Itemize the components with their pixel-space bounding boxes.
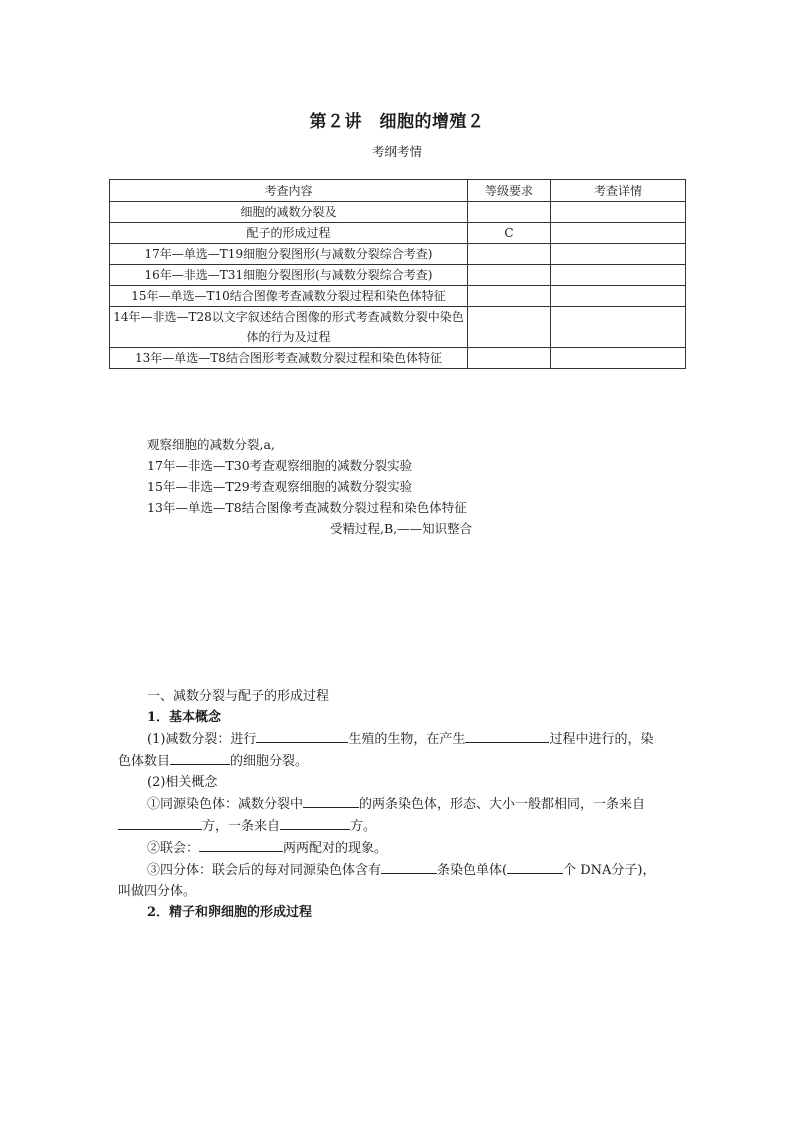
cell-level [468,265,551,286]
paragraph-homologous: ①同源染色体：减数分裂中 的两条染色体，形态、大小一般都相同，一条来自 [118,793,678,815]
paragraph-tetrad: ③四分体：联会后的每对同源染色体含有 条染色单体( 个 DNA分子)， [118,859,678,881]
cell-content: 15年—单选—T10结合图像考查减数分裂过程和染色体特征 [110,286,468,307]
page-title: 第２讲 细胞的增殖２ [309,112,485,132]
page-subtitle: 考纲考情 [371,144,422,159]
paragraph-related-concepts: (2)相关概念 [147,775,218,790]
cell-content: 17年—单选—T19细胞分裂图形(与减数分裂综合考查) [110,244,468,265]
cell-detail [551,202,686,223]
table-row [110,286,686,307]
cell-level [468,348,551,369]
exam-notes [147,434,473,536]
fill-blank[interactable] [381,859,437,874]
cell-detail [551,348,686,369]
note-line: 17年—非选—T30考查观察细胞的减数分裂实验 [147,458,413,473]
note-line: 观察细胞的减数分裂,a, [147,437,275,452]
cell-level: C [468,223,551,244]
table-row [110,202,686,223]
fill-blank[interactable] [256,728,348,743]
fill-blank[interactable] [507,859,563,874]
fill-blank[interactable] [118,815,202,830]
cell-detail [551,265,686,286]
paragraph-homologous-cont: 方，一条来自 方。 [118,815,678,837]
cell-content: 配子的形成过程 [110,223,468,244]
cell-content: 14年—非选—T28以文字叙述结合图像的形式考查减数分裂中染色体的行为及过程 [110,307,468,348]
cell-level [468,307,551,348]
note-line: 受精过程,B,——知识整合 [330,521,473,536]
header-content: 考查内容 [110,180,468,202]
header-detail: 考查详情 [551,180,686,202]
fill-blank[interactable] [303,793,359,808]
cell-level [468,244,551,265]
fill-blank[interactable] [280,815,350,830]
paragraph-synapsis: ②联会： 两两配对的现象。 [118,837,678,859]
subheading-basic-concepts: 1．基本概念 [147,710,222,725]
cell-detail [551,244,686,265]
cell-content: 细胞的减数分裂及 [110,202,468,223]
header-level: 等级要求 [468,180,551,202]
fill-blank[interactable] [465,728,549,743]
cell-level [468,286,551,307]
fill-blank[interactable] [199,837,283,852]
knowledge-section [118,686,678,923]
exam-outline-table [109,179,686,369]
cell-detail [551,286,686,307]
cell-level [468,202,551,223]
paragraph-meiosis-def: (1)减数分裂：进行 生殖的生物，在产生 过程中进行的，染 [118,728,678,750]
note-line: 13年—单选—T8结合图像考查减数分裂过程和染色体特征 [147,500,467,515]
cell-detail [551,223,686,244]
table-header-row [110,180,686,202]
cell-content: 16年—非选—T31细胞分裂图形(与减数分裂综合考查) [110,265,468,286]
subheading-gamete-formation: 2．精子和卵细胞的形成过程 [147,905,313,920]
table-row [110,244,686,265]
section-heading: 一、减数分裂与配子的形成过程 [147,689,330,704]
paragraph-meiosis-def-cont: 色体数目 的细胞分裂。 [118,750,678,772]
table-row [110,223,686,244]
cell-content: 13年—单选—T8结合图形考查减数分裂过程和染色体特征 [110,348,468,369]
table-row [110,265,686,286]
fill-blank[interactable] [170,750,230,765]
paragraph-tetrad-cont: 叫做四分体。 [118,884,197,899]
table-row [110,307,686,348]
note-line: 15年—非选—T29考查观察细胞的减数分裂实验 [147,479,413,494]
cell-detail [551,307,686,348]
table-row [110,348,686,369]
